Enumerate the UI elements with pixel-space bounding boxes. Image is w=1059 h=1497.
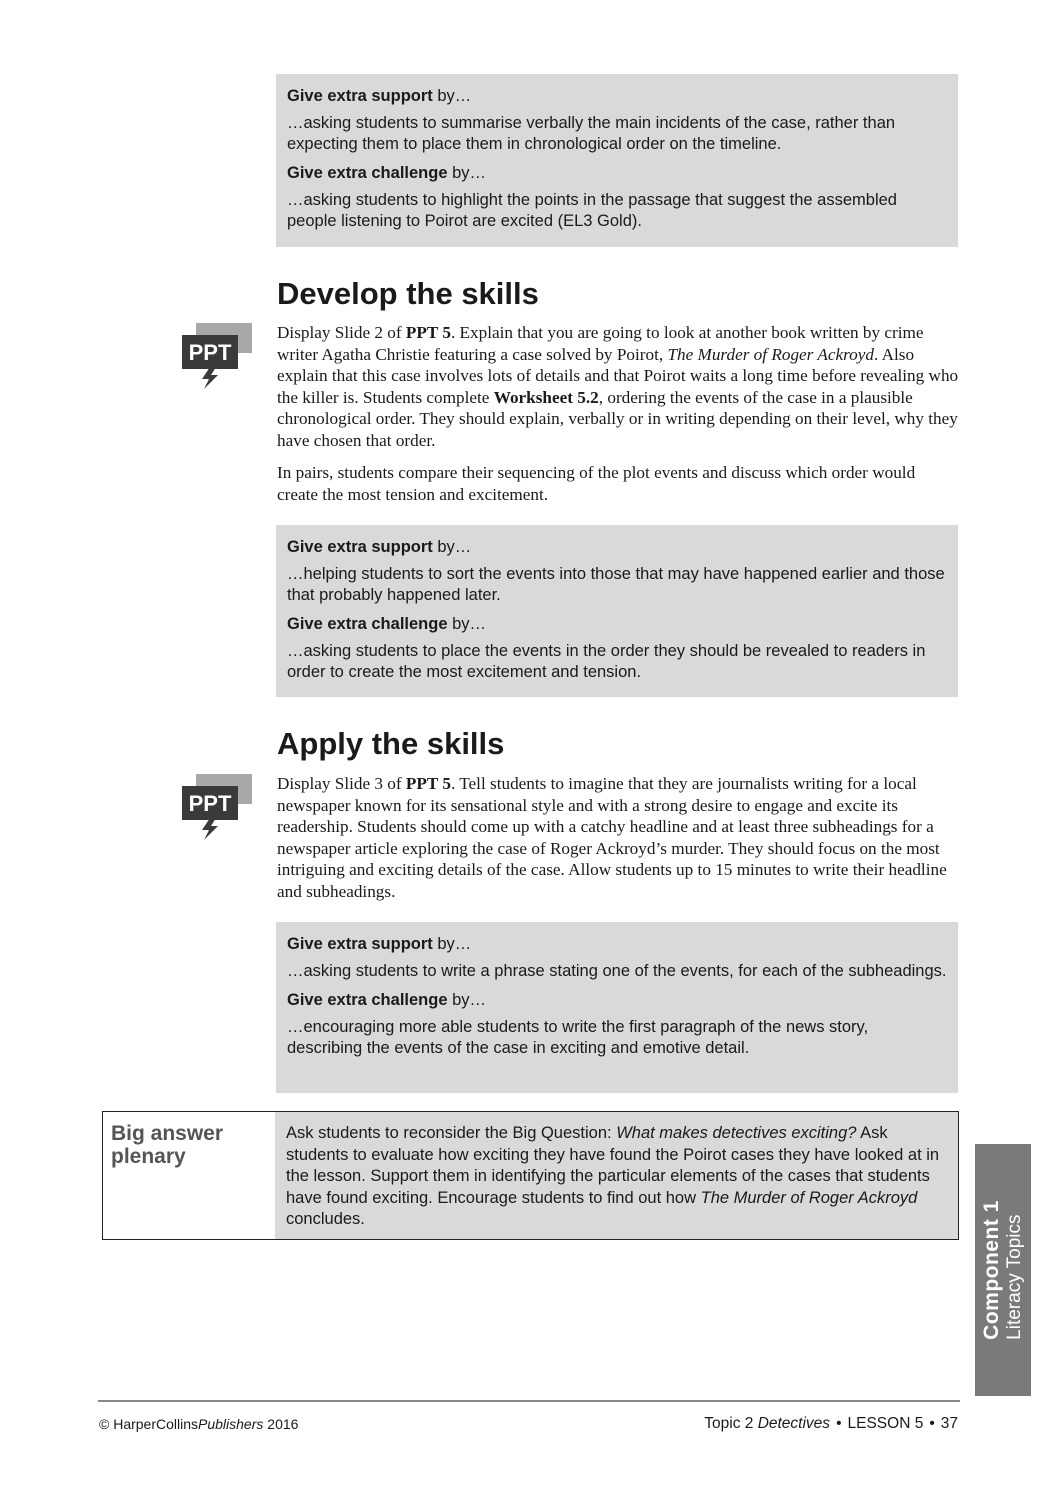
challenge-heading: Give extra challenge by… bbox=[287, 991, 487, 1009]
challenge-text: …asking students to place the events in the order they should be revealed to readers in order to create the most excitement and tension. bbox=[287, 642, 926, 681]
support-heading: Give extra support by… bbox=[287, 538, 472, 556]
challenge-heading: Give extra challenge by… bbox=[287, 164, 487, 182]
support-heading: Give extra support by… bbox=[287, 87, 472, 105]
section-heading-apply: Apply the skills bbox=[277, 726, 505, 761]
support-text: …helping students to sort the events into those that may have happened earlier and those that probably happened later. bbox=[287, 565, 945, 604]
footer-page-info: Topic 2 Detectives • LESSON 5 • 37 bbox=[704, 1415, 958, 1432]
ppt-icon bbox=[180, 323, 254, 389]
page-number: 37 bbox=[940, 1415, 958, 1432]
apply-paragraph-1: Display Slide 3 of PPT 5. Tell students to imagine that they are journalists writing for a local newspaper known for its sensational style and with a strong desire to engage and excite its readership. Students should come up with a catchy headline and at least three subheadings for a newspaper article exploring the case of Roger Ackroyd’s murder. They should focus on the most intriguing and exciting details of the case. Allow students up to 15 minutes to write their headline and subheadings. bbox=[277, 774, 947, 901]
side-tab-title: Component 1 bbox=[980, 1200, 1003, 1340]
footer-copyright: © HarperCollinsPublishers 2016 bbox=[99, 1416, 299, 1432]
develop-paragraph-1: Display Slide 2 of PPT 5. Explain that you are going to look at another book written by crime writer Agatha Christie featuring a case solved by Poirot, The Murder of Roger Ackroyd. Also explain that this case involves lots of details and that Poirot waits a long time before revealing who the killer is. Students complete Worksheet 5.2, ordering the events of the case in a plausible chronological order. They should explain, verbally or in writing depending on their level, why they have chosen that order. bbox=[277, 323, 959, 450]
side-tab-subtitle: Literacy Topics bbox=[1004, 1214, 1025, 1340]
apply-text bbox=[277, 773, 959, 913]
svg-text:PPT: PPT bbox=[188, 340, 232, 365]
section-heading-develop: Develop the skills bbox=[277, 276, 539, 311]
challenge-text: …asking students to highlight the points in the passage that suggest the assembled people listening to Poirot are excited (EL3 Gold). bbox=[287, 191, 897, 230]
challenge-heading: Give extra challenge by… bbox=[287, 615, 487, 633]
component-side-tab bbox=[975, 1144, 1031, 1396]
support-box-apply bbox=[276, 922, 958, 1093]
support-text: …asking students to write a phrase stating one of the events, for each of the subheadings. bbox=[287, 962, 947, 980]
support-box-intro bbox=[276, 74, 958, 247]
develop-text bbox=[277, 322, 959, 516]
support-heading: Give extra support by… bbox=[287, 935, 472, 953]
plenary-text: Ask students to reconsider the Big Question: What makes detectives exciting? Ask students to evaluate how exciting they have found the Poirot cases they have looked at in the lesson. Support them in identifying the particular elements of the cases that students have found exciting. Encourage students to find out how The Murder of Roger Ackroyd concludes. bbox=[275, 1112, 958, 1239]
challenge-text: …encouraging more able students to write the first paragraph of the news story, describing the events of the case in exciting and emotive detail. bbox=[287, 1018, 869, 1057]
plenary-label: Big answer plenary bbox=[111, 1122, 224, 1168]
support-text: …asking students to summarise verbally the main incidents of the case, rather than expecting them to place them in chronological order on the timeline. bbox=[287, 114, 896, 153]
develop-paragraph-2: In pairs, students compare their sequencing of the plot events and discuss which order would create the most tension and excitement. bbox=[277, 463, 916, 504]
svg-text:PPT: PPT bbox=[188, 791, 232, 816]
support-box-develop bbox=[276, 525, 958, 697]
footer-rule bbox=[98, 1400, 960, 1402]
plenary-box bbox=[102, 1111, 959, 1240]
ppt-icon bbox=[180, 774, 254, 840]
